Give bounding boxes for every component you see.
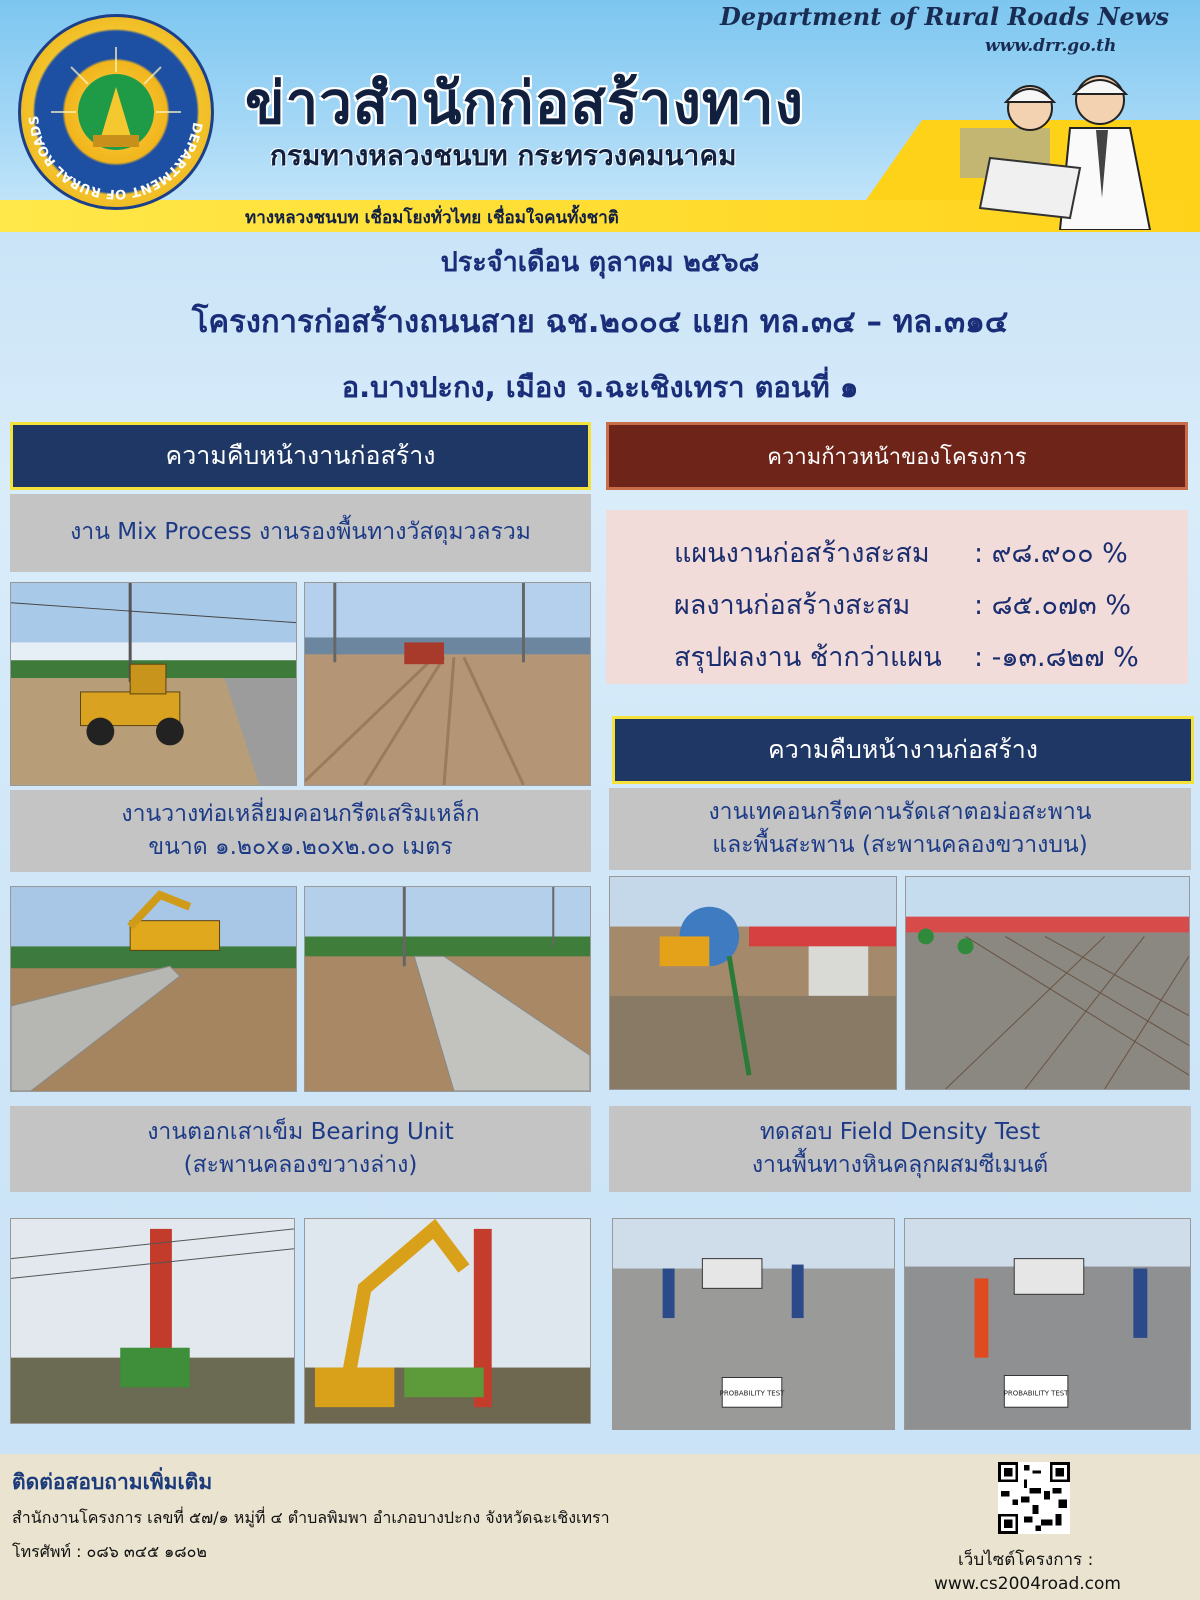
engineers-illustration [950,58,1190,230]
photo-density-test-2 [904,1218,1191,1430]
progress-label: สรุปผลงาน ช้ากว่าแผน [674,641,942,673]
drr-logo-ring [21,17,211,207]
photo-density-test-1 [612,1218,895,1430]
progress-row-variance [674,630,1188,682]
test-board-text: PROBABILITY TEST [719,1389,785,1398]
right-section-header: ความคืบหน้างานก่อสร้าง [612,716,1194,784]
contact-phone: โทรศัพท์ : ๐๘๖ ๓๔๕ ๑๘๐๒ [12,1542,207,1561]
photo-bridge-deck [905,876,1190,1090]
progress-value: : ๘๕.๐๗๓ % [974,589,1132,621]
photo-excavator-pile [304,1218,591,1424]
project-location: อ.บางปะกง, เมือง จ.ฉะเชิงเทรา ตอนที่ ๑ [341,370,859,404]
project-progress-header: ความก้าวหน้าของโครงการ [606,422,1188,490]
test-board-text: PROBABILITY TEST [1003,1389,1069,1398]
progress-value: : ๙๘.๙๐๐ % [974,537,1128,569]
project-name: โครงการก่อสร้างถนนสาย ฉช.๒๐๐๔ แยก ทล.๓๔ – ทล.๓๑๔ [191,304,1009,340]
caption-line: งานวางท่อเหลี่ยมคอนกรีตเสริมเหล็ก [121,800,480,827]
left-section-header: ความคืบหน้างานก่อสร้าง [10,422,591,490]
website-link[interactable]: www.cs2004road.com [934,1574,1121,1594]
progress-label: แผนงานก่อสร้างสะสม [674,537,930,569]
caption-line: (สะพานคลองขวางล่าง) [183,1152,418,1178]
caption-line: งาน Mix Process งานรองพื้นทางวัสดุมวลรวม [70,519,531,546]
caption-field-density [609,1106,1191,1192]
caption-mix-process [10,494,591,572]
logo-ring-text: DEPARTMENT OF RURAL ROADS [26,114,205,202]
progress-summary [606,510,1188,684]
photo-roller [304,582,591,786]
photo-pile-driver [10,1218,295,1424]
progress-label: ผลงานก่อสร้างสะสม [674,589,911,621]
caption-line: ทดสอบ Field Density Test [759,1118,1041,1145]
caption-line: ขนาด ๑.๒๐x๑.๒๐x๒.๐๐ เมตร [148,834,453,860]
caption-line: และพื้นสะพาน (สะพานคลองขวางบน) [712,832,1088,858]
newsletter-title: ข่าวสำนักก่อสร้างทาง [245,69,805,137]
progress-row-plan [674,526,1188,578]
caption-bearing-unit [10,1106,591,1192]
caption-box-culvert [10,790,591,872]
progress-row-actual [674,578,1188,630]
slogan: ทางหลวงชนบท เชื่อมโยงทั่วไทย เชื่อมใจคนทั้งชาติ [245,208,619,228]
contact-address: สำนักงานโครงการ เลขที่ ๕๗/๑ หมู่ที่ ๔ ตำบลพิมพา อำเภอบางปะกง จังหวัดฉะเชิงเทรา [12,1508,610,1527]
progress-value: : -๑๓.๘๒๗ % [974,641,1139,673]
website-label: เว็บไซต์โครงการ : [958,1550,1094,1570]
report-month: ประจำเดือน ตุลาคม ๒๕๖๘ [440,247,760,278]
photo-culvert-line [304,886,591,1092]
department-news-title: Department of Rural Roads News [720,2,1169,31]
caption-line: งานเทคอนกรีตคานรัดเสาตอม่อสะพาน [708,798,1092,825]
photo-excavator-culvert [10,886,297,1092]
qr-code[interactable] [998,1462,1070,1534]
photo-concrete-mixer [609,876,897,1090]
photo-grader [10,582,297,786]
caption-line: งานตอกเสาเข็ม Bearing Unit [147,1118,454,1145]
caption-line: งานพื้นทางหินคลุกผสมซีเมนต์ [751,1152,1049,1178]
department-website: www.drr.go.th [985,36,1117,56]
contact-title: ติดต่อสอบถามเพิ่มเติม [12,1470,213,1494]
caption-bridge-concrete [609,788,1191,870]
newsletter-subtitle: กรมทางหลวงชนบท กระทรวงคมนาคม [270,139,737,172]
drr-logo [18,14,214,210]
